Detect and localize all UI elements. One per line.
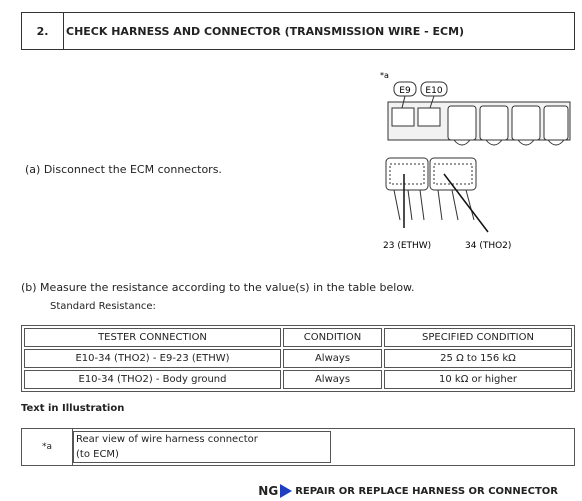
table-cell: E10-34 (THO2) - E9-23 (ETHW)	[24, 349, 281, 368]
harness-connector-e9	[386, 158, 428, 220]
step-title: CHECK HARNESS AND CONNECTOR (TRANSMISSION WIRE - ECM)	[66, 24, 465, 38]
instruction-measure: (b) Measure the resistance according to the value(s) in the table below.	[21, 281, 415, 294]
table-row	[24, 370, 572, 389]
harness-connector-e10	[430, 158, 476, 220]
ecm-body	[388, 102, 570, 140]
ng-result	[258, 484, 558, 498]
e10-label: E10	[425, 86, 443, 96]
text-in-illustration-heading: Text in Illustration	[21, 403, 125, 414]
table-cell: 25 Ω to 156 kΩ	[384, 349, 572, 368]
ecm-slot	[392, 108, 414, 126]
step-header	[21, 12, 575, 50]
table-cell: 10 kΩ or higher	[384, 370, 572, 389]
step-number: 2.	[22, 13, 64, 49]
resistance-table	[21, 325, 575, 392]
ecm-slot	[418, 108, 440, 126]
table-cell: Always	[283, 370, 382, 389]
connector-illustration	[378, 70, 574, 255]
table-row	[24, 349, 572, 368]
table-header: TESTER CONNECTION	[24, 328, 281, 347]
legend-description-line: Rear view of wire harness connector	[76, 434, 258, 445]
table-cell: E10-34 (THO2) - Body ground	[24, 370, 281, 389]
terminal-label-23: 23 (ETHW)	[383, 241, 432, 251]
e9-label: E9	[399, 86, 411, 96]
table-header: SPECIFIED CONDITION	[384, 328, 572, 347]
ng-label: NG	[258, 484, 279, 498]
illustration-legend-table	[21, 428, 575, 466]
legend-key: *a	[22, 429, 73, 465]
illustration-corner-label: *a	[380, 71, 389, 80]
legend-description-line: (to ECM)	[76, 449, 119, 460]
standard-resistance-label: Standard Resistance:	[50, 301, 156, 312]
ng-action-link[interactable]: REPAIR OR REPLACE HARNESS OR CONNECTOR	[295, 485, 558, 497]
table-cell: Always	[283, 349, 382, 368]
legend-description	[73, 431, 331, 463]
terminal-label-34: 34 (THO2)	[465, 241, 512, 251]
instruction-disconnect: (a) Disconnect the ECM connectors.	[25, 163, 222, 176]
arrow-right-icon	[280, 484, 292, 498]
table-header-row	[24, 328, 572, 347]
table-header: CONDITION	[283, 328, 382, 347]
